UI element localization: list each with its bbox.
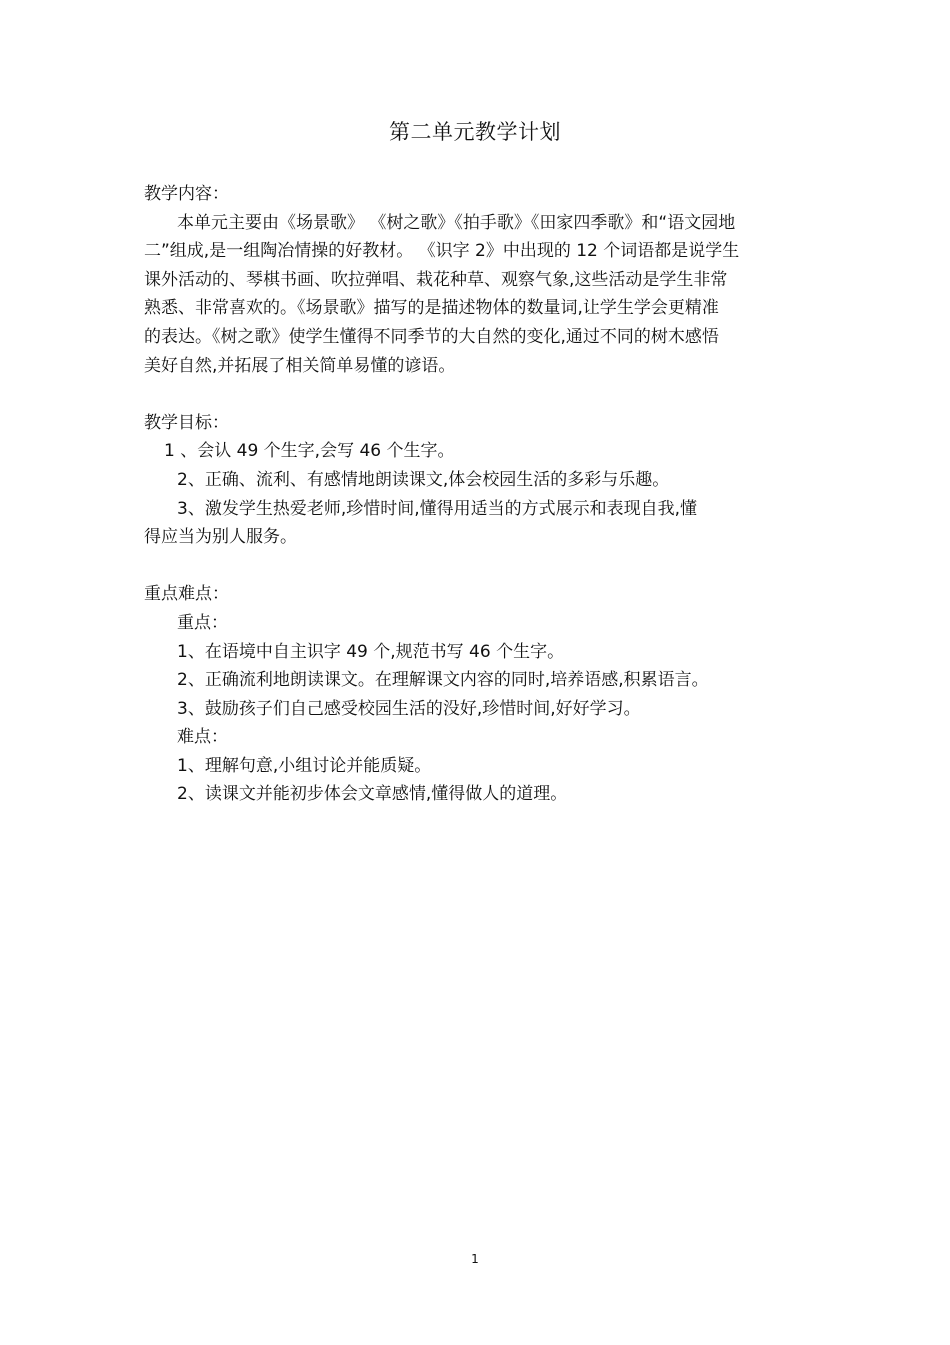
content-paragraph-line: 熟悉、非常喜欢的。《场景歌》描写的是描述物体的数量词,让学生学会更精准	[144, 298, 719, 319]
goal-item: 1 、会认 49 个生字,会写 46 个生字。	[164, 441, 455, 462]
key-points-heading: 重点难点：	[144, 584, 229, 605]
content-paragraph-line: 课外活动的、琴棋书画、吹拉弹唱、栽花种草、观察气象,这些活动是学生非常	[144, 269, 728, 290]
content-paragraph-line: 二”组成,是一组陶冶情操的好教材。 《识字 2》中出现的 12 个词语都是说学生	[144, 241, 740, 262]
content-paragraph-line: 的表达。《树之歌》使学生懂得不同季节的大自然的变化,通过不同的树木感悟	[144, 326, 719, 347]
content-paragraph-line: 美好自然,并拓展了相关简单易懂的谚语。	[144, 355, 456, 376]
content-heading: 教学内容：	[144, 184, 229, 204]
key-item: 3、鼓励孩子们自己感受校园生活的没好,珍惜时间,好好学习。	[177, 698, 641, 719]
goal-item: 3、激发学生热爱老师,珍惜时间,懂得用适当的方式展示和表现自我,懂	[177, 498, 698, 519]
difficult-subheading: 难点：	[177, 727, 228, 748]
document-body	[144, 180, 804, 809]
key-item: 2、正确流利地朗读课文。在理解课文内容的同时,培养语感,积累语言。	[177, 670, 709, 691]
difficult-item: 1、理解句意,小组讨论并能质疑。	[177, 755, 432, 776]
page-number: 1	[471, 1252, 479, 1266]
key-item: 1、在语境中自主识字 49 个,规范书写 46 个生字。	[177, 641, 565, 662]
goals-heading: 教学目标：	[144, 412, 229, 433]
section-spacer	[144, 552, 804, 581]
goal-item-continuation: 得应当为别人服务。	[144, 527, 297, 548]
section-spacer	[144, 380, 804, 409]
goal-item: 2、正确、流利、有感情地朗读课文,体会校园生活的多彩与乐趣。	[177, 469, 670, 490]
difficult-item: 2、读课文并能初步体会文章感情,懂得做人的道理。	[177, 784, 568, 805]
document-title: 第二单元教学计划	[389, 120, 561, 144]
content-paragraph-line: 本单元主要由《场景歌》 《树之歌》《拍手歌》《田家四季歌》和“语文园地	[177, 212, 736, 233]
key-subheading: 重点：	[177, 612, 228, 633]
